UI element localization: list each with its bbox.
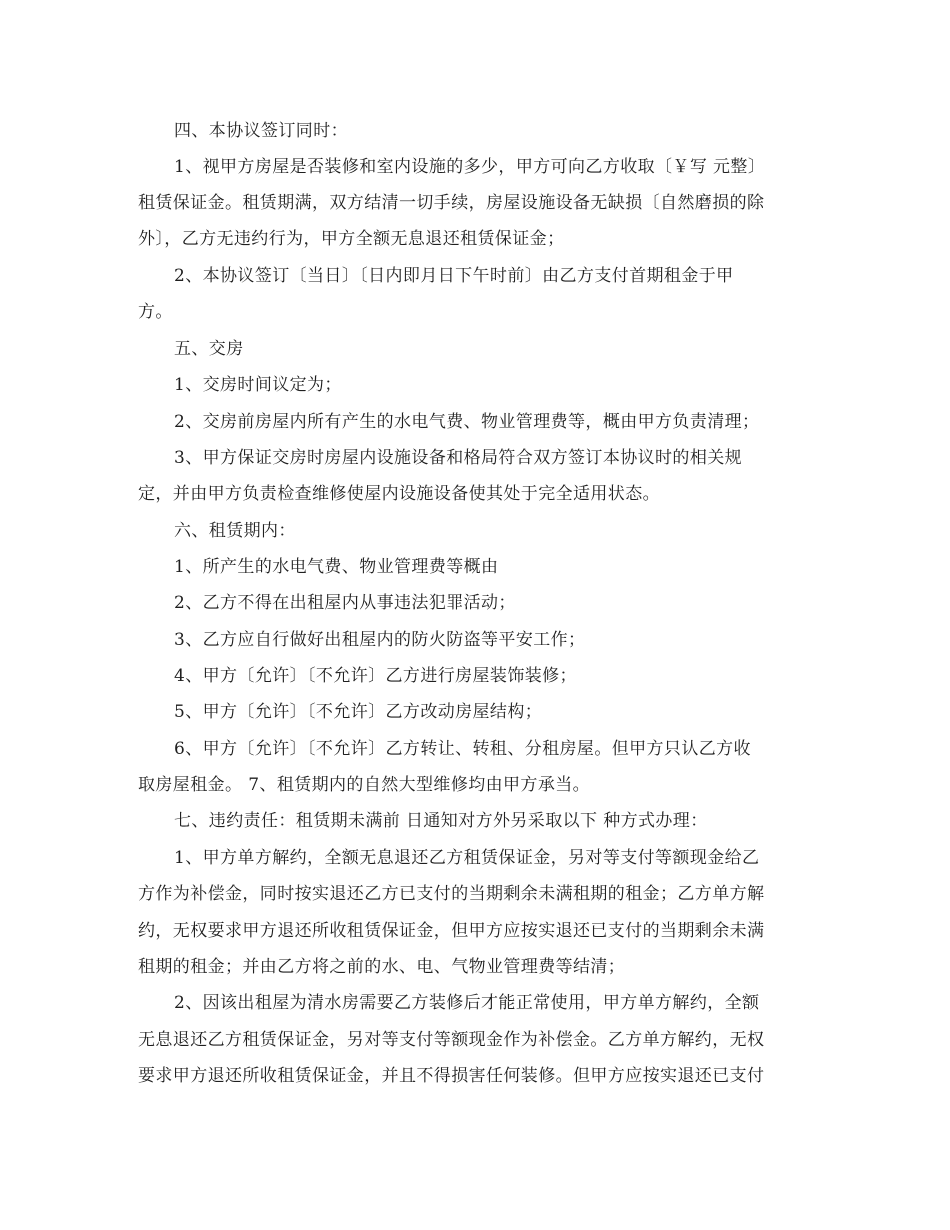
- paragraph-line: 1、交房时间议定为；: [174, 375, 342, 395]
- paragraph-line: 5、甲方〔允许〕〔不允许〕乙方改动房屋结构；: [174, 702, 543, 722]
- paragraph-line: 1、视甲方房屋是否装修和室内设施的多少，甲方可向乙方收取〔￥写 元整〕: [174, 157, 766, 177]
- paragraph-line: 4、甲方〔允许〕〔不允许〕乙方进行房屋装饰装修；: [174, 666, 577, 686]
- paragraph-line: 要求甲方退还所收租赁保证金，并且不得损害任何装修。但甲方应按实退还已支付: [138, 1066, 765, 1086]
- section-heading-5: 五、交房: [174, 339, 244, 359]
- paragraph-line: 外〕，乙方无违约行为，甲方全额无息退还租赁保证金；: [138, 229, 565, 249]
- paragraph-line: 方作为补偿金，同时按实退还乙方已支付的当期剩余未满租期的租金；乙方单方解: [138, 884, 765, 904]
- section-heading-7: 七、违约责任：租赁期未满前 日通知对方外另采取以下 种方式办理：: [174, 811, 708, 831]
- paragraph-line: 2、本协议签订〔当日〕〔日内即月日下午时前〕由乙方支付首期租金于甲: [174, 266, 734, 286]
- paragraph-line: 1、甲方单方解约，全额无息退还乙方租赁保证金，另对等支付等额现金给乙: [174, 848, 760, 868]
- paragraph-line: 约，无权要求甲方退还所收租赁保证金，但甲方应按实退还已支付的当期剩余未满: [138, 921, 765, 941]
- paragraph-line: 6、甲方〔允许〕〔不允许〕乙方转让、转租、分租房屋。但甲方只认乙方收: [174, 739, 751, 759]
- paragraph-line: 2、因该出租屋为清水房需要乙方装修后才能正常使用，甲方单方解约，全额: [174, 993, 760, 1013]
- paragraph-line: 租期的租金；并由乙方将之前的水、电、气物业管理费等结清；: [138, 957, 626, 977]
- section-heading-4: 四、本协议签订同时：: [174, 121, 348, 141]
- paragraph-line: 1、所产生的水电气费、物业管理费等概由: [174, 557, 499, 577]
- paragraph-line: 取房屋租金。 7、租赁期内的自然大型维修均由甲方承当。: [138, 775, 591, 795]
- paragraph-line: 无息退还乙方租赁保证金，另对等支付等额现金作为补偿金。乙方单方解约，无权: [138, 1030, 765, 1050]
- paragraph-line: 2、交房前房屋内所有产生的水电气费、物业管理费等，概由甲方负责清理；: [174, 412, 760, 432]
- paragraph-line: 3、乙方应自行做好出租屋内的防火防盗等平安工作；: [174, 630, 586, 650]
- paragraph-line: 方。: [138, 302, 173, 322]
- paragraph-line: 2、乙方不得在出租屋内从事违法犯罪活动；: [174, 593, 516, 613]
- paragraph-line: 定，并由甲方负责检查维修使屋内设施设备使其处于完全适用状态。: [138, 484, 660, 504]
- section-heading-6: 六、租赁期内：: [174, 521, 296, 541]
- paragraph-line: 3、甲方保证交房时房屋内设施设备和格局符合双方签订本协议时的相关规: [174, 448, 743, 468]
- paragraph-line: 租赁保证金。租赁期满，双方结清一切手续，房屋设施设备无缺损〔自然磨损的除: [138, 193, 765, 213]
